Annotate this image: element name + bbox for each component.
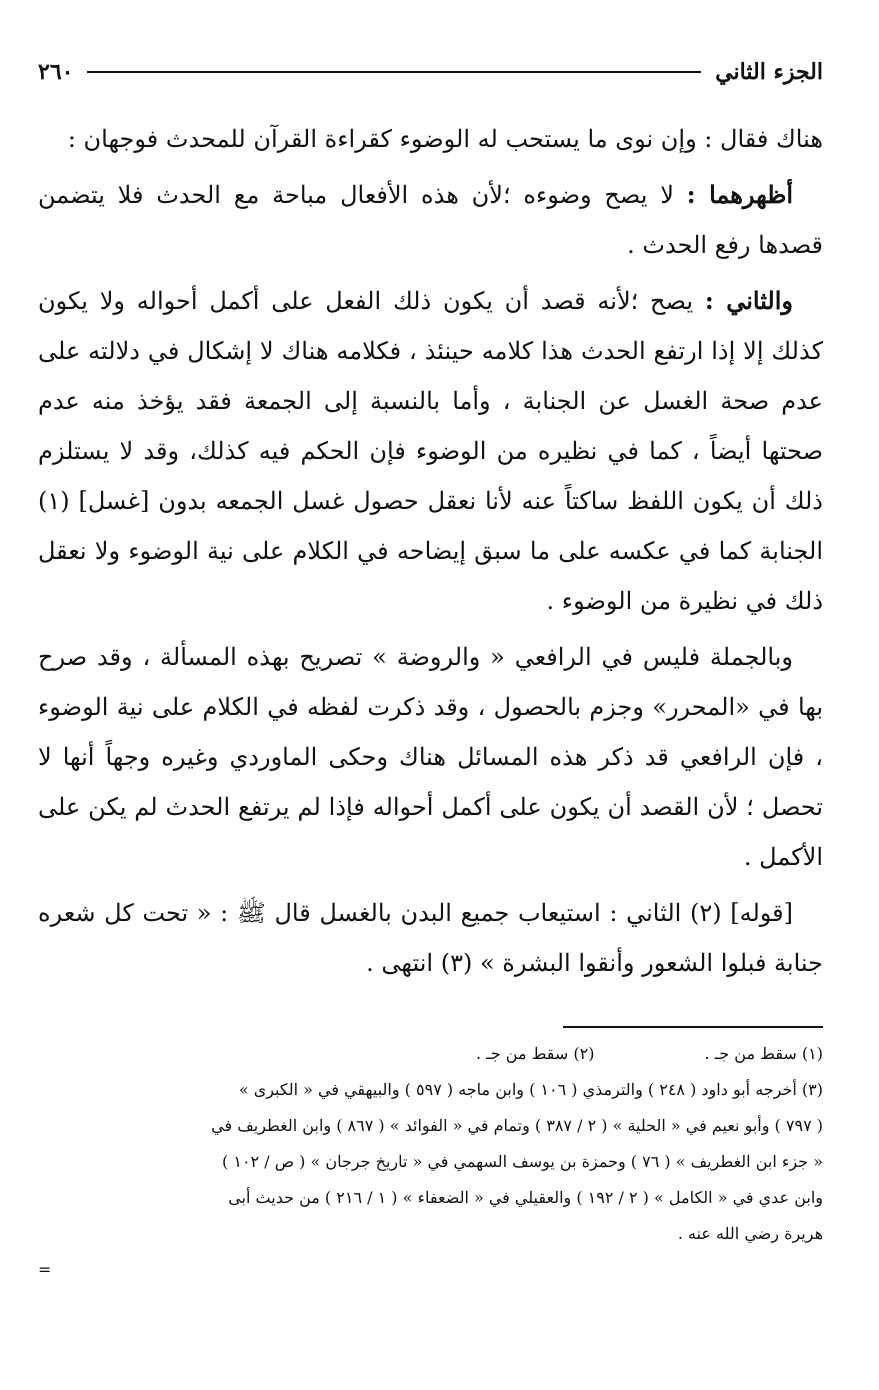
paragraph-2: [38, 170, 823, 270]
paragraph-3-text: يصح ؛لأنه قصد أن يكون ذلك الفعل على أكمل أحواله ولا يكون كذلك إلا إذا ارتفع الحدث هذا كلامه حينئذ ، فكلامه هناك لا إشكال في دلالته على عدم صحة الغسل عن الجنابة ، وأما بالنسبة إلى الجمعة فقد يؤخذ منه عدم صحتها أيضاً ، كما في نظيره من الوضوء فإن الحكم فيه كذلك، وقد لا يستلزم ذلك أن يكون اللفظ ساكتاً عنه لأنا نعقل حصول غسل الجمعه بدون [غسل] (١) الجنابة كما في عكسه على ما سبق إيضاحه في الكلام على نية الوضوء ولا نعقل ذلك في نظيرة من الوضوء .: [38, 287, 823, 615]
page-number: ٢٦٠: [38, 59, 74, 85]
book-page: [38, 48, 823, 1288]
footnote-row-1-2: [38, 1036, 823, 1072]
page-header: [38, 48, 823, 96]
footnotes: [38, 1036, 823, 1288]
footnote-3-line-4: وابن عدي في « الكامل » ( ٢ / ١٩٢ ) والعقيلي في « الضعفاء » ( ١ / ٢١٦ ) من حديث أبى: [228, 1188, 823, 1207]
running-title: الجزء الثاني: [715, 59, 823, 85]
footnote-2: (٢) سقط من جـ .: [475, 1044, 595, 1063]
footnote-3-line-3: « جزء ابن الغطريف » ( ٧٦ ) وحمزة بن يوسف السهمي في « تاريخ جرجان » ( ص / ١٠٢ ): [222, 1152, 823, 1171]
footnote-separator: [563, 1026, 823, 1028]
paragraph-5: [قوله] (٢) الثاني : استيعاب جميع البدن بالغسل قال ﷺ : « تحت كل شعره جنابة فبلوا الشعور وأنقوا البشرة » (٣) انتهى .: [38, 899, 823, 977]
paragraph-2-lead: أظهرهما :: [686, 180, 793, 209]
paragraph-1: هناك فقال : وإن نوى ما يستحب له الوضوء كقراءة القرآن للمحدث فوجهان :: [67, 125, 823, 153]
paragraph-3-lead: والثاني :: [704, 286, 794, 315]
continuation-mark: =: [38, 1260, 52, 1279]
paragraph-4: وبالجملة فليس في الرافعي « والروضة » تصريح بهذه المسألة ، وقد صرح بها في «المحرر» وجزم بالحصول ، وقد ذكرت لفظه في الكلام على نية الوضوء ، فإن الرافعي قد ذكر هذه المسائل هناك وحكى الماوردي وغيره وجهاً أنها لا تحصل ؛ لأن القصد أن يكون على أكمل أحواله فإذا لم يرتفع الحدث لم يكن على الأكمل .: [38, 643, 824, 871]
footnote-3-line-1: (٣) أخرجه أبو داود ( ٢٤٨ ) والترمذي ( ١٠٦ ) وابن ماجه ( ٥٩٧ ) والبيهقي في « الكبرى »: [238, 1080, 823, 1099]
paragraph-2-text: لا يصح وضوءه ؛لأن هذه الأفعال مباحة مع الحدث فلا يتضمن قصدها رفع الحدث .: [38, 181, 823, 259]
footnote-1: (١) سقط من جـ .: [704, 1044, 823, 1063]
footnote-3-line-2: ( ٧٩٧ ) وأبو نعيم في « الحلية » ( ٢ / ٣٨٧ ) وتمام في « الفوائد » ( ٨٦٧ ) وابن الغطريف في: [211, 1116, 823, 1135]
paragraph-3: [38, 276, 823, 626]
footnote-3-line-5: هريرة رضي الله عنه .: [677, 1224, 823, 1243]
header-rule: [87, 71, 701, 73]
